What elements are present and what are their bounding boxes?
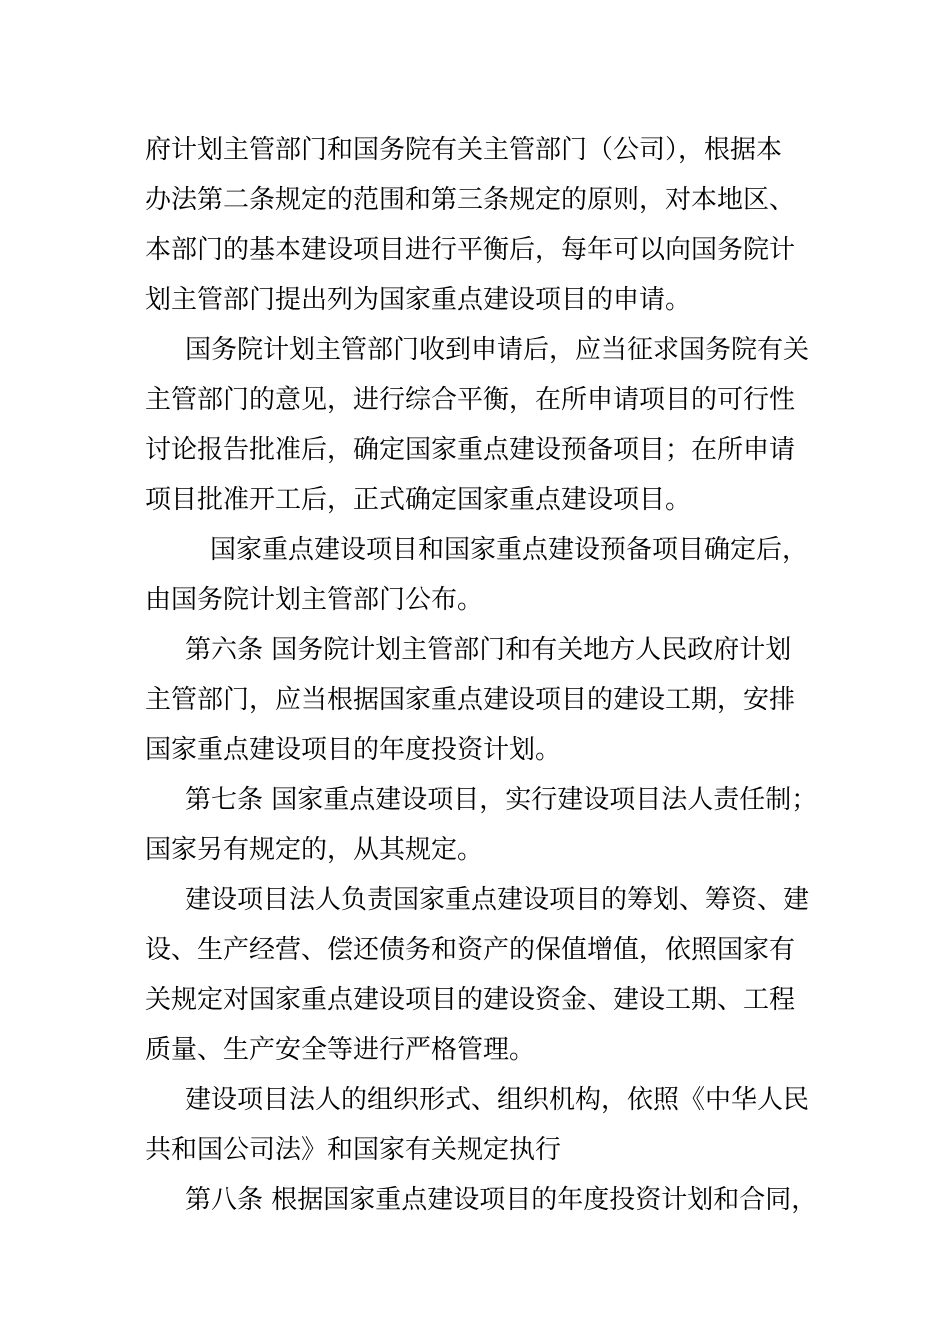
text-line: 本部门的基本建设项目进行平衡后，每年可以向国务院计 [145,235,796,265]
text-line: 第八条 根据国家重点建设项目的年度投资计划和合同， [185,1185,818,1215]
text-line: 主管部门的意见，进行综合平衡，在所申请项目的可行性 [145,385,796,415]
text-line: 府计划主管部门和国务院有关主管部门（公司），根据本 [145,135,783,165]
text-line: 国家重点建设项目的年度投资计划。 [145,735,562,765]
text-line: 项目批准开工后，正式确定国家重点建设项目。 [145,485,692,515]
text-line: 主管部门，应当根据国家重点建设项目的建设工期，安排 [145,685,796,715]
text-line: 办法第二条规定的范围和第三条规定的原则，对本地区、 [145,185,796,215]
text-line: 第七条 国家重点建设项目，实行建设项目法人责任制； [185,785,818,815]
text-line: 国家重点建设项目和国家重点建设预备项目确定后， [210,535,809,565]
text-line: 设、生产经营、偿还债务和资产的保值增值，依照国家有 [145,935,796,965]
text-line: 第六条 国务院计划主管部门和有关地方人民政府计划 [185,635,792,665]
text-line: 国务院计划主管部门收到申请后，应当征求国务院有关 [185,335,810,365]
text-line: 国家另有规定的，从其规定。 [145,835,484,865]
text-line: 质量、生产安全等进行严格管理。 [145,1035,536,1065]
text-line: 划主管部门提出列为国家重点建设项目的申请。 [145,285,692,315]
text-line: 讨论报告批准后，确定国家重点建设预备项目；在所申请 [145,435,796,465]
text-line: 建设项目法人的组织形式、组织机构，依照《中华人民 [185,1085,810,1115]
text-line: 由国务院计划主管部门公布。 [145,585,484,615]
text-line: 建设项目法人负责国家重点建设项目的筹划、筹资、建 [185,885,810,915]
text-line: 关规定对国家重点建设项目的建设资金、建设工期、工程 [145,985,796,1015]
text-line: 共和国公司法》和国家有关规定执行 [145,1135,562,1165]
